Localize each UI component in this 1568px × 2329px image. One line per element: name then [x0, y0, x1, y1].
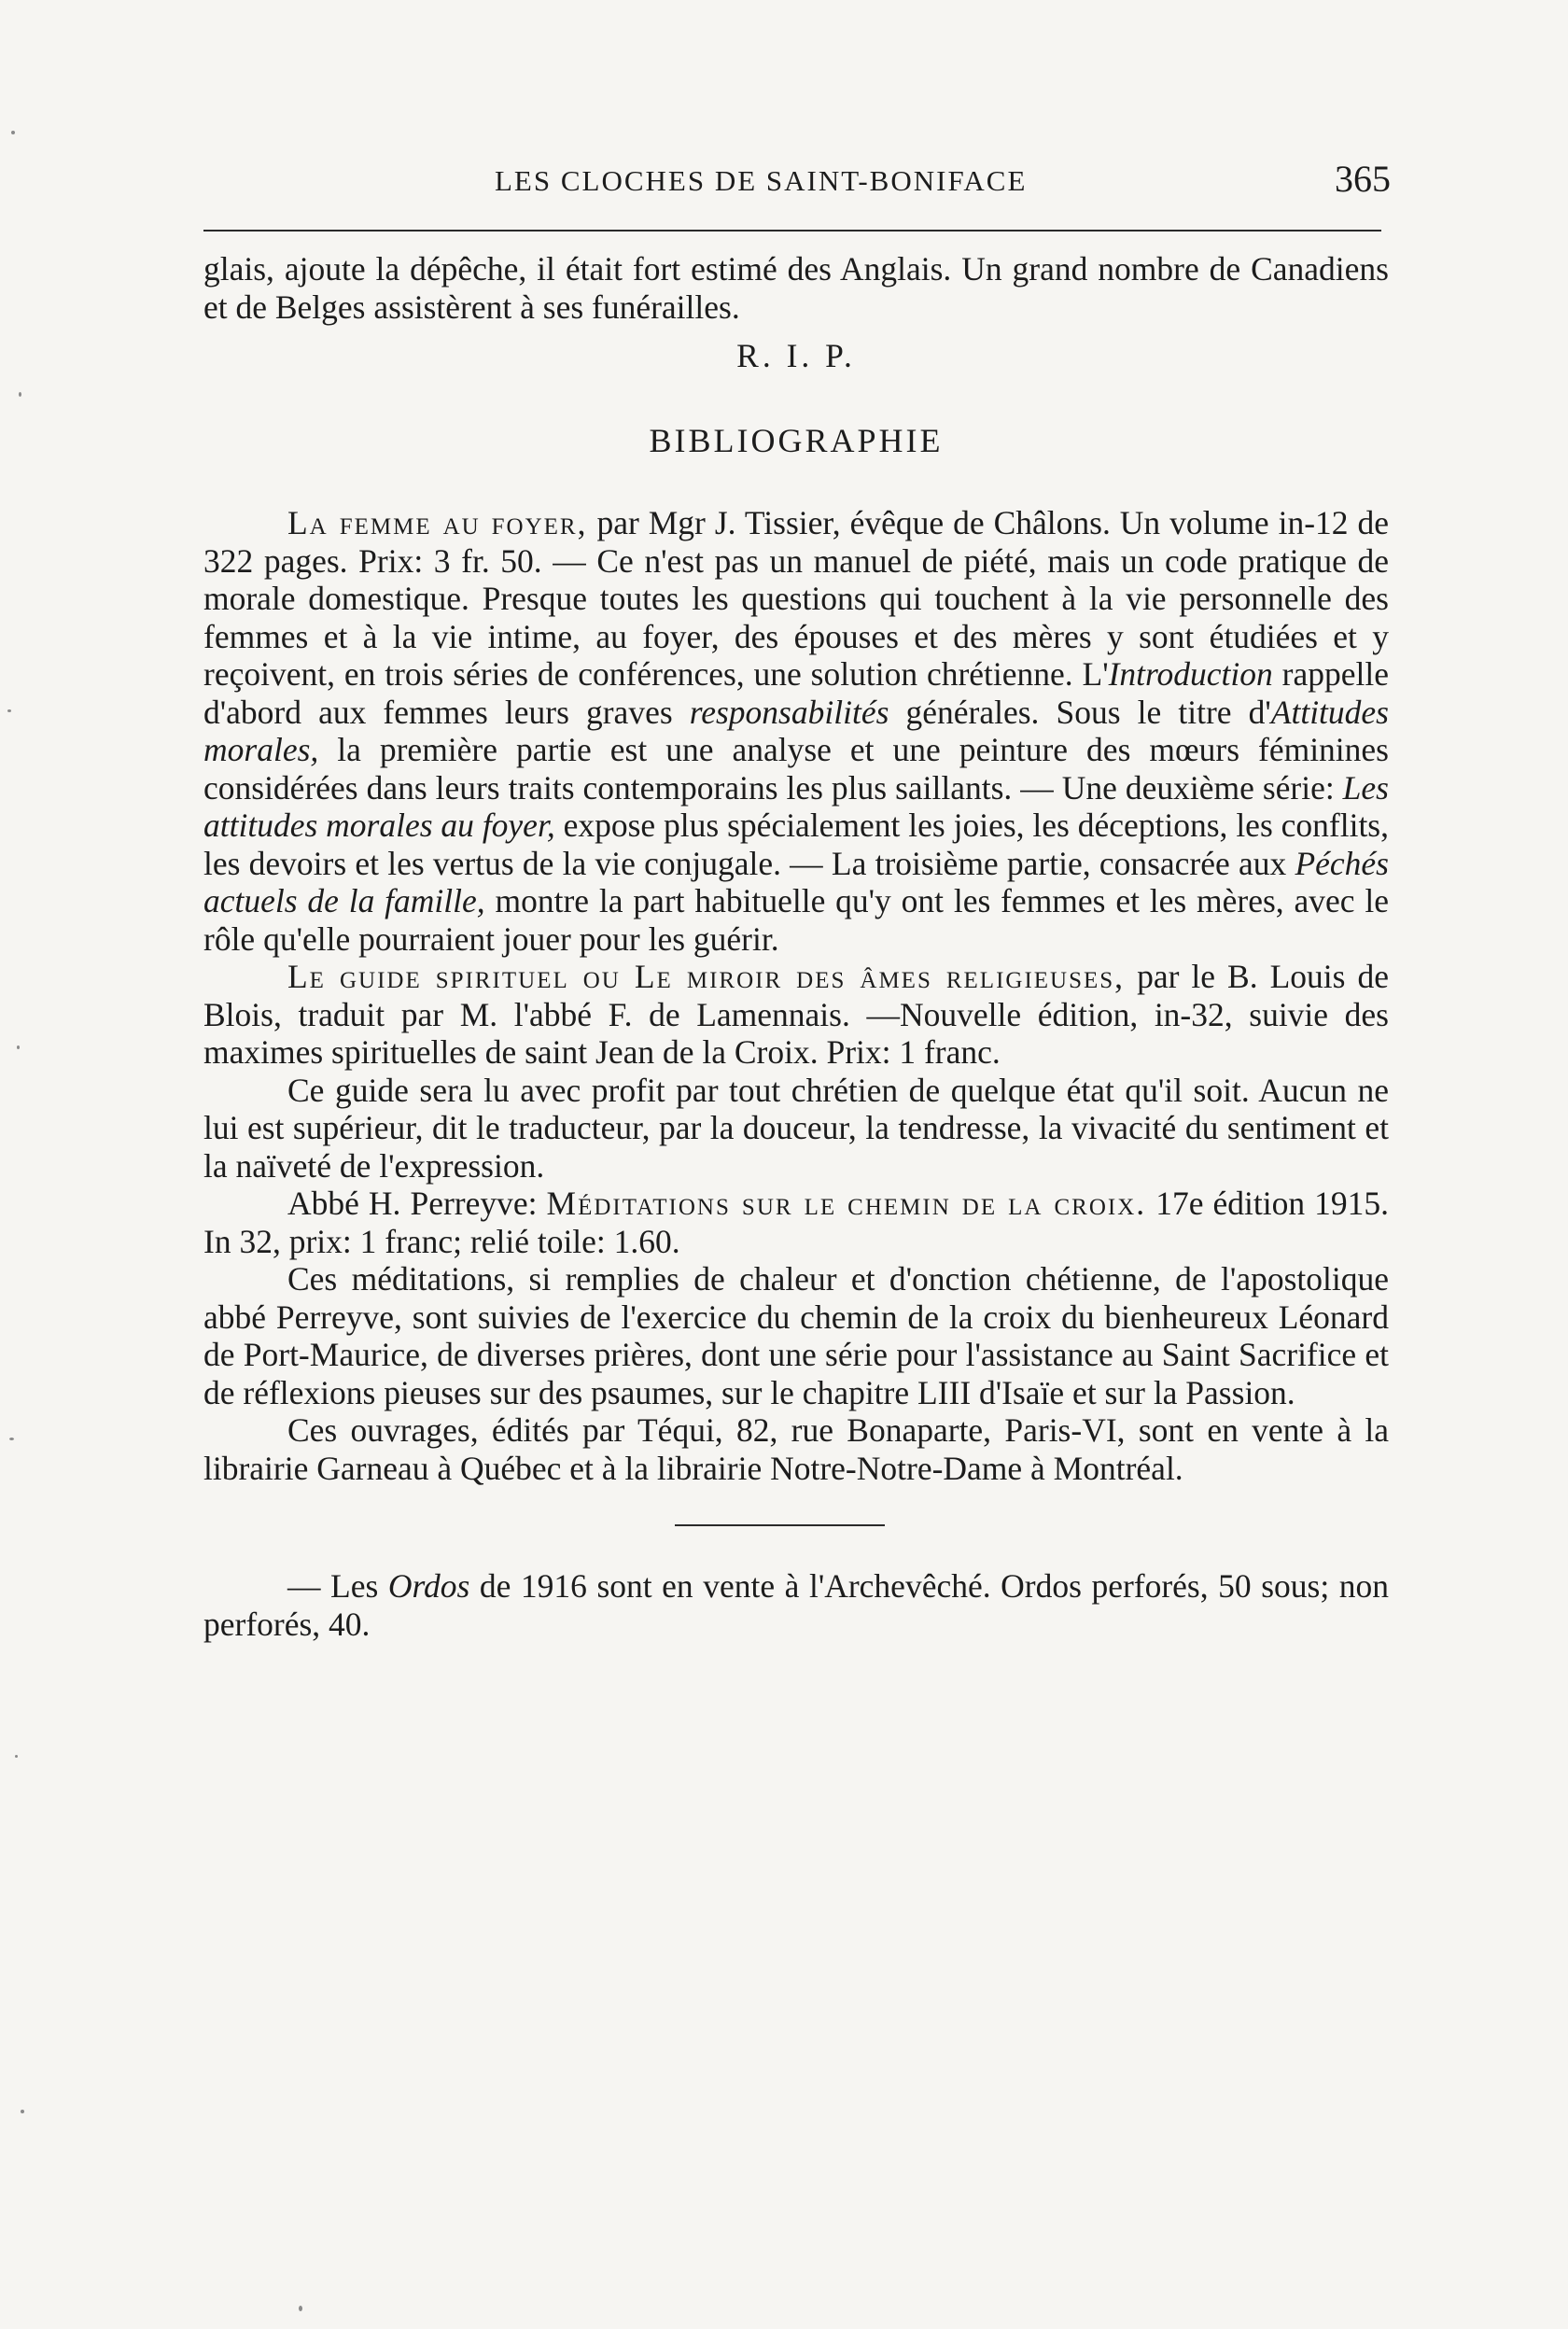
entry-italic: Les attitudes morales au foyer,	[203, 768, 1389, 844]
section-title: BIBLIOGRAPHIE	[649, 421, 944, 459]
intro-paragraph: glais, ajoute la dépêche, il était fort estimé des Anglais. Un grand nombre de Canadiens et de Belges assistèrent à ses funérailles.	[203, 250, 1389, 326]
entry-italic: Péchés actuels de la famille,	[203, 844, 1389, 919]
publisher-note: Ces ouvrages, édités par Téqui, 82, rue Bonaparte, Paris-VI, sont en vente à la librairie Garneau à Québec et à la librairie Notre-Notre-Dame à Montréal.	[203, 1411, 1389, 1487]
page-header	[215, 157, 1391, 203]
entry-italic: Attitudes morales,	[203, 693, 1389, 768]
entry-title: Méditations sur le chemin de la croix.	[546, 1185, 1147, 1222]
rip-line: R. I. P.	[736, 337, 856, 374]
entry-text: par le B. Louis de Blois, traduit par M. l'abbé F. de Lamennais. —Nouvelle édition, in-32, suivie des maximes spirituelles de saint Jean de la Croix. Prix: 1 franc.	[203, 958, 1389, 1071]
running-title: LES CLOCHES DE SAINT-BONIFACE	[495, 164, 1028, 197]
entry-text: par Mgr J. Tissier, évêque de Châlons. Un volume in-12 de 322 pages. Prix: 3 fr. 50. — Ce n'est pas un manuel de piété, mais un code pratique de morale domestique. Presque toutes les questions qui touchent à la vie personnelle des femmes et à la vie intime, au foyer, des épouses et des mères y sont étudiées et y reçoivent, en trois séries de conférences, une solution chrétienne. L'	[203, 504, 1389, 693]
entry-text: 17e édition 1915. In 32, prix: 1 franc; relié toile: 1.60.	[203, 1185, 1389, 1260]
footer-note	[203, 1567, 1389, 1643]
entry-text: la première partie est une analyse et une peinture des mœurs féminines considérées dans leurs traits contemporains les plus saillants. — Une deuxième série:	[203, 731, 1389, 807]
scan-speck	[19, 392, 21, 397]
entry-femme-au-foyer	[203, 504, 1389, 958]
scan-speck	[21, 2110, 24, 2113]
page-body	[203, 250, 1389, 1643]
entry-meditations-review: Ces méditations, si remplies de chaleur et d'onction chétienne, de l'apostolique abbé Perreyve, sont suivies de l'exercice du chemin de la croix du bienheureux Léonard de Port-Maurice, de diverses prières, dont une série pour l'assistance au Saint Sacrifice et de réflexions pieuses sur des psaumes, sur le chapitre LIII d'Isaïe et sur la Passion.	[203, 1260, 1389, 1411]
header-rule	[203, 230, 1381, 231]
entry-text: montre la part habituelle qu'y ont les femmes et les mères, avec le rôle qu'elle pourraient jouer pour les guérir.	[203, 882, 1389, 958]
footer-text: de 1916 sont en vente à l'Archevêché. Ordos perforés, 50 sous; non perforés, 40.	[203, 1567, 1389, 1643]
page-number: 365	[1335, 158, 1391, 200]
scan-speck	[15, 1755, 18, 1758]
entry-guide-review: Ce guide sera lu avec profit par tout chrétien de quelque état qu'il soit. Aucun ne lui est supérieur, dit le traducteur, par la douceur, la tendresse, la vivacité du sentiment et la naïveté de l'expression.	[203, 1071, 1389, 1185]
scan-speck	[7, 709, 11, 712]
entry-title: La femme au foyer,	[287, 504, 588, 541]
entry-guide-spirituel	[203, 958, 1389, 1072]
section-divider	[675, 1524, 885, 1526]
scan-speck	[299, 2306, 302, 2311]
entry-text: générales. Sous le titre d'	[889, 693, 1271, 731]
entry-italic: responsabilités	[689, 693, 889, 731]
scan-speck	[17, 1045, 20, 1049]
scan-speck	[9, 1438, 14, 1440]
entry-meditations	[203, 1185, 1389, 1260]
footer-italic: Ordos	[387, 1567, 470, 1605]
entry-author: Abbé H. Perreyve:	[287, 1185, 547, 1222]
scan-speck	[11, 131, 15, 134]
entry-title: Le guide spirituel ou Le miroir des âmes religieuses,	[287, 958, 1126, 995]
entry-text: rappelle d'abord aux femmes leurs graves	[203, 655, 1389, 731]
footer-text: — Les	[287, 1567, 388, 1605]
entry-text: expose plus spécialement les joies, les déceptions, les conflits, les devoirs et les vertus de la vie conjugale. — La troisième partie, consacrée aux	[203, 807, 1389, 882]
entry-italic: Introduction	[1108, 655, 1273, 693]
